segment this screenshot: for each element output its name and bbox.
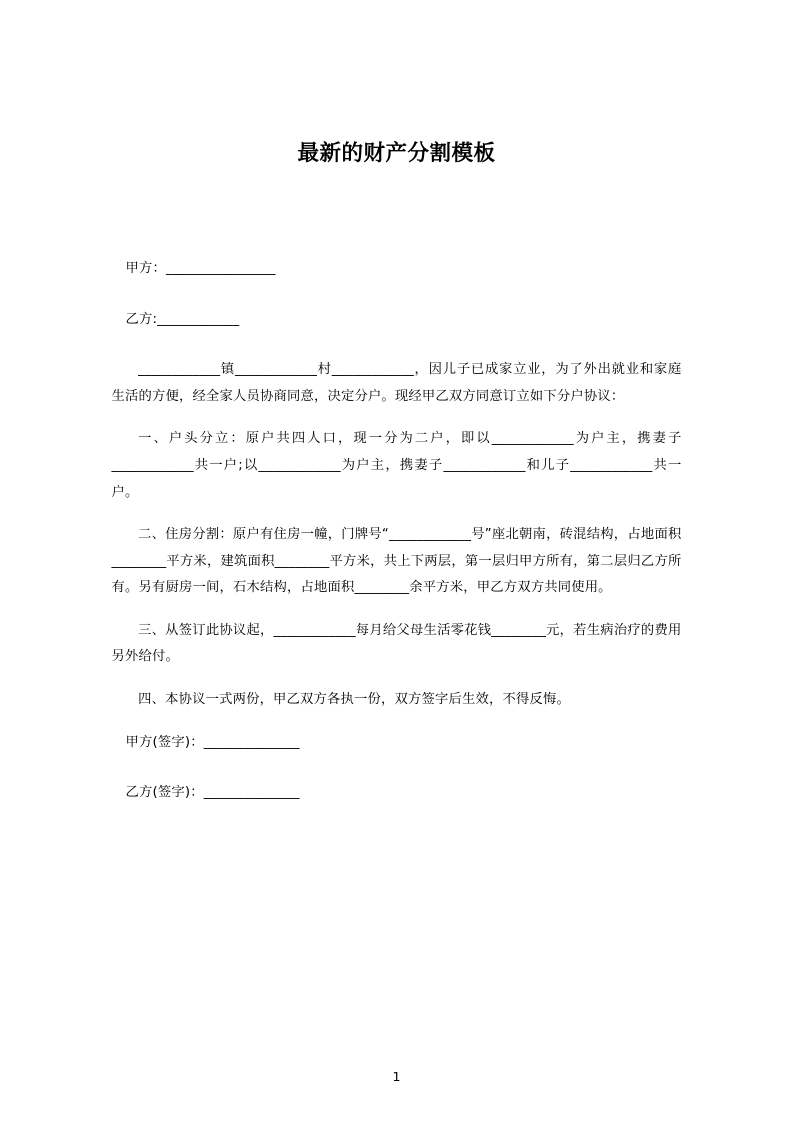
party-a-line: 甲方：________________ [125, 260, 276, 276]
clause-1-paragraph: 一、户头分立：原户共四人口，现一分为二户，即以____________为户主，携妻子____________共一户;以____________为户主，携妻子____________和儿子____________共一户。 [111, 431, 682, 500]
page-number: 1 [392, 1069, 401, 1084]
document-body [112, 168, 682, 807]
clause-2-paragraph: 二、住房分割：原户有住房一幢，门牌号“____________号”座北朝南，砖混结构，占地面积________平方米，建筑面积________平方米，共上下两层，第一层归甲方所有，第二层归乙方所有。另有厨房一间，石木结构，占地面积________余平方米，甲乙方双方共同使用。 [111, 527, 682, 596]
clause-3-paragraph: 三、从签订此协议起，____________每月给父母生活零花钱________元，若生病治疗的费用另外给付。 [111, 622, 682, 665]
page-title: 最新的财产分割模板 [297, 141, 496, 166]
signature-party-b-line: 乙方(签字)：______________ [125, 785, 300, 801]
clause-4-paragraph: 四、本协议一式两份，甲乙双方各执一份，双方签字后生效，不得反悔。 [138, 692, 570, 708]
signature-party-a-line: 甲方(签字)：______________ [125, 734, 300, 750]
party-b-line: 乙方:____________ [125, 311, 240, 327]
preamble-paragraph: ____________镇____________村____________，因儿子已成家立业，为了外出就业和家庭生活的方便，经全家人员协商同意，决定分户。现经甲乙双方同意订立如下分户协议： [111, 362, 682, 404]
